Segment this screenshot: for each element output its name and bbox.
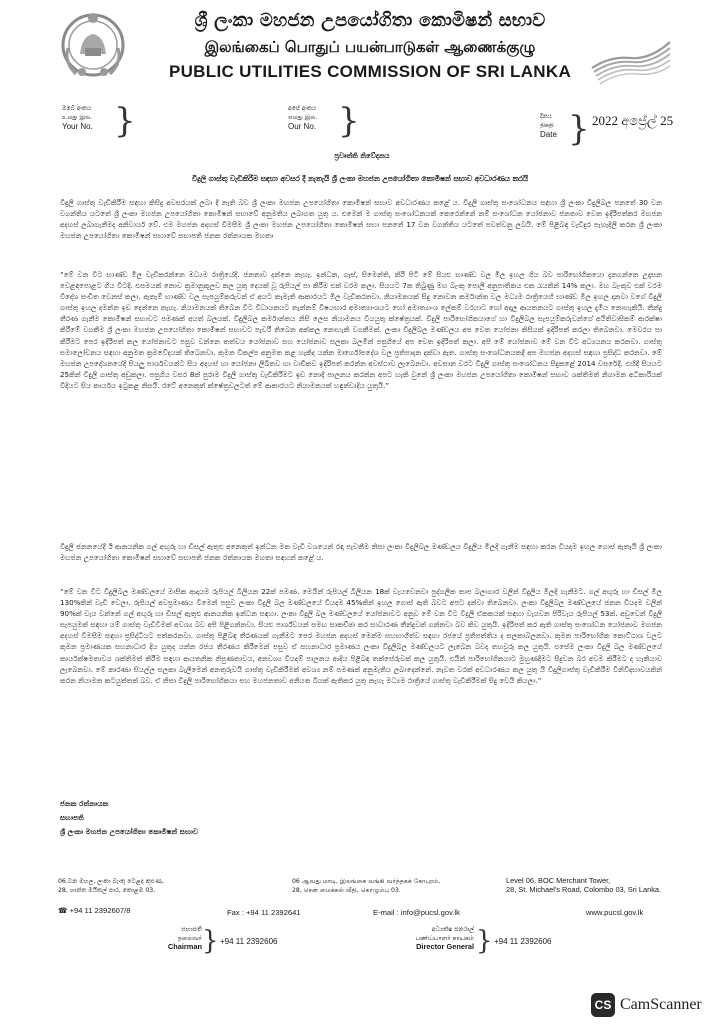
date-brace: } (568, 109, 590, 149)
body-paragraph-3: විදුලි ජනනයේදී ඊ ආනයනික ගල් අඟුරු හා ඩීසල් ඇතුළු අනෙකුත් ඉන්ධන මත වැඩි වශයෙන් රඳා පැවතීම නිසා ලංකා විදුලිබල මණ්ඩලය විදුලිය මිලදී ගැනීම සඳහා කරන වියදම ඉහල ගොස් ඇතැයි ශ්‍රී ලංකා මහජන උපයෝගිතා කොමිෂන් සභාවේ සභාපති ජනක රත්නායක මහතා සඳහන් කළේ ය. (60, 542, 662, 563)
address-tamil: 06 ஆவது மாடி, இலங்கை வங்கி வர்த்தகக் கோபுரம், 28, சென் மைக்கல் வீதி, கொழும்பு 03. (292, 878, 441, 894)
press-notice-label: ප්‍රවෘත්ති නිවේදනය (334, 152, 390, 160)
director-general-label: අධ්‍යක්ෂ ජනරාල් பணிப்பாளர் நாயகம் Director General (415, 926, 474, 951)
telephone: ☎ +94 11 2392607/8 (58, 906, 131, 915)
camscanner-logo-icon: CS (591, 993, 615, 1017)
date-label: දිනය திகதி Date (540, 113, 557, 139)
our-no-label: අපේ අංකය எமது இல. Our No. (288, 105, 318, 131)
signature-name: ජනක රත්නායක (60, 799, 109, 808)
sri-lanka-emblem-icon (58, 8, 128, 82)
body-paragraph-2-quote: “මේ වන විට භාණ්ඩ මිල වැඩිකරන්නෙ මධ්‍යම රාත්‍රියේදී. ජනතාව දන්නෙ නැහැ. ඉන්ධන, ගෑස්, සිමෙන්ති, කිරි පිටි මේ සියළු භාණ්ඩ වල මිල ඉහල ගිය බව පාරිභෝගිකයො දැනගන්නෙ උදෑසන වෙළඳපොළට ගිය විටදී. එසමයක් නොව ක්‍රමානුකූලව කල යුතු දෙයක් වූ රුපියල් පා කිරීම එක් වරම කලා. සියයට 7ක තිබුණු මහ බැංකු පොලී අනුපාතිකය එක රැයකින් 14% කලා. මහ බැංකුව එක් වරම විදේශ සංචිත වෙනස් කලා. ඇතැම් භාණ්ඩ වල සැපයුම්කරුවන් ඒ අයට කැමැති ආකාරයට මිල වැඩිකරනවා. නියාමනයක් සිදු නොවන කර්මාන්ත වල මධ්‍යම රාත්‍රියෙහි භාණ්ඩ මිල ඉහල දානවා වගේ විදුලි ගාස්තු ඉහල දමන්න ඉඩ දෙන්නෙ නැහැ. නියාමනයක් තිබෙන විට විධායකයට තැන්නම් විෂයභාර අමාත්‍යාංශයට හෝ අමාත්‍යාංශ ලේකම් වරයාට හෝ අදාල ආයතනයට ගාස්තු ඉහල දැමිය නොහැකියි. තීන්දු තීරණ ගැනීම කොමිෂන් සභාවට පමණක් අයත් බලයක්. විදුලිබල කර්මාන්තය නිසි ලෙස නියාමනය වියයුතු ක්ෂේත්‍රයක්. විදුලි පාරිභෝගිකයාගේ හා විදුලිබල සැපයුම්කරුවන්ගේ අයිතිවාසිකම් ආරක්ෂා කිරීමේ වගකීම ශ්‍රී ලංකා මහජන උපයෝගිතා කොමිෂන් සභාවට පැවරී තිබෙන අක්කල නොහැකි වගකීමක්. ලංකා විදුලිබල මණ්ඩලය අප වෙත යෝජනා කිසියක් ඉදිරිපත් කරලා තිබෙනවා. මෙවරය පා කිරීමට පෙර ඉදිරිපත් කල යෝජනාවට පසුව වන්නෙ තත්වය යෝජනාව සහ යෝජනාව සලකා බලමින් පසුගියේ අප වෙත ඉදිරිපත් කලා. අපි මේ යෝජනාව මේ වන විට අධ්‍යයනය කරනවා. ගාස්තු සමාලෝචනය සඳහා අනුමත ක්‍රමවේදයක් තිබෙනවා. කුමන විකල්ප අනුමත කළ හැකිද යන්න මාර්ගෝපදේශ වල ප්‍රතිපාදන දක්වා ඇත. ගාස්තු සංශෝධනයකදී අප මහජන අදහස් සඳහා ප්‍රසිද්ධ කරනවා. මේ මහජන උපදේශනයේදී සියලු පාර්ශවයන්ට සිය අදහස් හා යෝජනා ලිඛිතව හා වාචිකව ඉදිරිපත් කරන්න අවස්ථාව ලැබෙනවා. අවසාන වරට විදුලි ගාස්තු සංශෝධනය සිදුකළේ 2014 වසරේදී. එහිදී සියයට 25කින් විදුලි ගාස්තු අඩුකලා. පසුගිය වසර 8ක් පුරාම විදුලි ගාස්තු වැඩිකිරීමට ඉඩ නොදී පාලනය කරන්න අපට හැකි වුනේ ශ්‍රී ලංකා මහජන උපයෝගිතා කොමිෂන් සභාව ශක්තිමත් නියාමන අධිකාරියක් විදියට සිය කාර්යය ඉටුකළ නිසයි. රටේ අනෙකුත් ක්ෂේත්‍රවලටත් මේ ආකාරයට නියාමනයක් හඳුන්වාදිය යුතුයි.” (60, 270, 662, 390)
date-value: 2022 අප්‍රේල් 25 (592, 113, 674, 128)
director-general-phone: +94 11 2392606 (494, 937, 552, 946)
title-tamil: இலங்கைப் பொதுப் பயன்பாடுகள் ஆணைக்குழு (204, 38, 536, 56)
chairman-phone: +94 11 2392606 (220, 937, 278, 946)
website-link[interactable]: www.pucsl.gov.lk (586, 908, 644, 917)
our-no-brace: } (338, 101, 360, 141)
title-sinhala: ශ්‍රී ලංකා මහජන උපයෝගිතා කොමිෂන් සභාව (194, 10, 546, 31)
title-english: PUBLIC UTILITIES COMMISSION OF SRI LANKA (168, 62, 572, 81)
your-no-brace: } (114, 101, 136, 141)
signature-title: සභාපති (60, 813, 84, 822)
chairman-label: සභාපති தலைவர் Chairman (167, 926, 202, 951)
body-paragraph-4-quote: “මේ වන විට විදුලිබල මණ්ඩලයේ මාසික ආදායම රුපියල් බිලියන 22ක් පමණ. මෙයින් රුපියල් බිලියන 18ක් වැයවෙනවා පුද්ගලික තාප බලාගාර වලින් විදුලිය මිලදී ගැනීමට. ගල් අඟුරු හා ඩීසල් මිල 130%කින් වැඩි වෙලා. රුපියල් අවප්‍රමාණය වීමෙන් පසුව ලංකා විදුලි බල මණ්ඩලයේ වියදම 45%කින් ඉහල ගොස් ඇති බවට අපට දන්වා තිබෙනවා. ලංකා විදුලිබල මණ්ඩලයේ ජනන වියදම වලින් 90%ක් වැය වන්නේ ගල් අඟුරු හා ඩීසල් ඇතුළු ආනයනික ඉන්ධන සඳහා. ලංකා විදුලි බල මණ්ඩලයේ යෝජනාවට අනුව මේ වන විට විදුලි ඒකකයක් සඳහා වැයවන පිරිවැය රුපියල් 53ක්. අඩුවෙන් විදුලි සැපයුමක් සඳහා යම් ගාස්තු වැඩිවීමක් අවශ්‍ය බව අපි පිළිගන්නවා. සියළු පාර්ශ්වයන් සමඟ සාකච්ඡා කර සාධාරණ තීන්දුවක් ගන්නවා බව කිව යුතුයි. ඉදිරිපත් කර ඇති ගාස්තු සංශෝධන යෝජනාව මහජන අදහස් විමසීම සඳහා ප්‍රසිද්ධියට පත්කරනවා. ගාස්තු පිළිබඳ තීරණයක් ගැනීමට පෙර මහජන අදහස් මෙන්ම සහභාගීත්ව සඳහා රජයේ ප්‍රතිපත්තිය ද සලකාබලනවා. කුමන පාරිභෝගික කොට්ඨාශ වලට කුමන ප්‍රමාණයක සහනාධාර දිය යුතුද යන්න රජය තීරණය කිරීමෙන් පසුව ඒ සහනාධාර ප්‍රමාණය ලංකා විදුලිබල මණ්ඩලයට ලැබෙන බවද තහවුරු කල යුතුයි. එසේම ලංකා විදුලි බල මණ්ඩලයේ කාර්යක්ෂමතාවය ශක්තිමත් කිරීම සඳහා ආයතනික නිපුණතාවය, අනවශ්‍ය වියදම් පාලනය ආදිය පිළිබඳ තක්සේරුවක් කල යුතුයි. එයින් පාරිභෝගිකයාට මුහුණදීමට සිදුවන බර අවම කිරීමට ද හැකියාව ලැබෙනවා. මේ කාරණා සියල්ල සලකා බැලීමෙන් අනතුරුවයි ගාස්තු වැඩිකිරීමක් අවශ්‍ය නම් පමණක් අනුමැතිය ලබාදෙන්නේ. නැවත වරක් අවධාරණය කල යුතු යි විදුලිගාස්තු වැඩිකිරීම විනිවිදභාවයකින් කරන නියාමන කටයුත්තක් බව. ඒ නිසා විදුලි පාරිභෝගිකයා සහ මහජනතාව අනියත බියක් ඇතිකර යුතු නැහැ මධ්‍යම රාත්‍රියේ ගාස්තු වැඩිකිරීමක් සිදු වෙයි කියලා.” (60, 587, 662, 685)
fax: Fax : +94 11 2392641 (227, 908, 301, 917)
pucsl-ribbon-logo-icon (590, 28, 672, 88)
press-heading: විදුලි ගාස්තු වැඩිකිරීම සඳහා අවසර දී නැතැයි ශ්‍රී ලංකා මහජන උපයෝගිතා කොමිෂන් සභාව අවධාරණය කරයි (191, 174, 529, 183)
signature-organisation: ශ්‍රී ලංකා මහජන උපයෝගිතා කොමිෂන් සභාව (60, 827, 199, 836)
camscanner-watermark: CamScanner (620, 996, 702, 1013)
address-sinhala: 06.වන මහල, ලංකා බැංකු වෙළඳ කුළුණ, 28, ශාන්ත මයිකල් පාර, කොළඹ 03. (58, 878, 164, 894)
address-english: Level 06, BOC Merchant Tower, 28, St. Michael's Road, Colombo 03, Sri Lanka. (506, 876, 662, 894)
your-no-label: ඔබේ අංකය உமது இல. Your No. (62, 105, 93, 131)
body-paragraph-1: විදුලි ගාස්තු වැඩිකිරීම සඳහා කිසිදු අවසරයක් ලබා දී නැති බව ශ්‍රී ලංකා මහජන උපයෝගිතා කොමිෂන් සභාව අවධාරණය කළේ ය. විදුලි ගාස්තු සංශෝධනය සඳහා ශ්‍රී ලංකා විදුලිබල පනතේ 30 වන වගන්තිය යටතේ ශ්‍රී ලංකා මහජන උපයෝගිතා කොමිෂන් සභාවේ අනුමතිය ලබාගත යුතු ය. එමෙන් ම ගාස්තු සංශෝධනයක් කෙරෙන්නේ නම් සංශෝධන යෝජනාව ජනතාව වෙත ඉදිරිපත්කර මහජන අදහස් ලබාගැනීමද අනිවාර්ය වේ. එම මහජන අදහස් විමසීම ශ්‍රී ලංකා මහජන උපයෝගිතා කොමිෂන් සභා පනතේ 17 වන වගන්තිය යටතේ පවත්වනු ලබයි. මේ පිළිබඳ වැඩිදුර පැහැදිලි කරන ශ්‍රී ලංකා මහජන උපයෝගිතා කොමිෂන් සභාවේ සභාපති ජනක රත්නායක මහතා (60, 198, 662, 241)
director-general-brace: } (476, 926, 493, 956)
chairman-brace: } (202, 926, 219, 956)
email-link[interactable]: E-mail : info@pucsl.gov.lk (373, 908, 460, 917)
